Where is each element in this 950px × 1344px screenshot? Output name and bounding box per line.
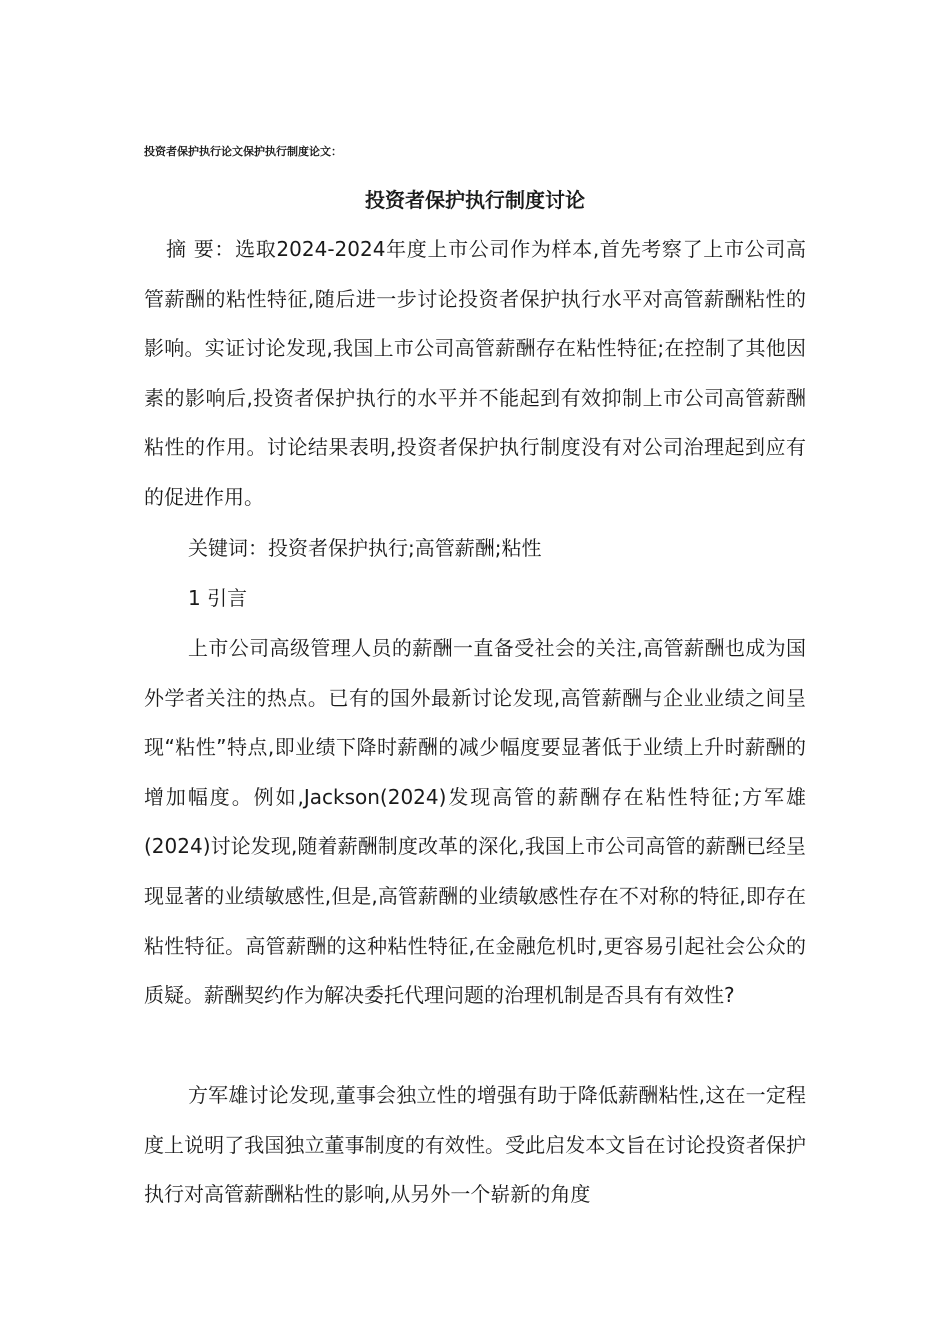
section-heading: 1 引言: [188, 586, 248, 610]
keywords-line: 关键词：投资者保护执行;高管薪酬;粘性: [188, 536, 542, 560]
abstract-paragraph: 摘 要：选取2024-2024年度上市公司作为样本,首先考察了上市公司高管薪酬的粘性特征,随后进一步讨论投资者保护执行水平对高管薪酬粘性的影响。实证讨论发现,我国上市公司高管薪酬存在粘性特征;在控制了其他因素的影响后,投资者保护执行的水平并不能起到有效抑制上市公司高管薪酬粘性的作用。讨论结果表明,投资者保护执行制度没有对公司治理起到应有的促进作用。: [144, 237, 806, 509]
document-title: 投资者保护执行制度讨论: [365, 188, 585, 212]
header-note: 投资者保护执行论文保护执行制度论文：: [144, 145, 342, 158]
intro-paragraph-1: 上市公司高级管理人员的薪酬一直备受社会的关注,高管薪酬也成为国外学者关注的热点。已有的国外最新讨论发现,高管薪酬与企业业绩之间呈现“粘性”特点,即业绩下降时薪酬的减少幅度要显著低于业绩上升时薪酬的增加幅度。例如,Jackson(2024)发现高管的薪酬存在粘性特征;方军雄(2024)讨论发现,随着薪酬制度改革的深化,我国上市公司高管的薪酬已经呈现显著的业绩敏感性,但是,高管薪酬的业绩敏感性存在不对称的特征,即存在粘性特征。高管薪酬的这种粘性特征,在金融危机时,更容易引起社会公众的质疑。薪酬契约作为解决委托代理问题的治理机制是否具有有效性?: [144, 636, 806, 1008]
intro-paragraph-2: 方军雄讨论发现,董事会独立性的增强有助于降低薪酬粘性,这在一定程度上说明了我国独立董事制度的有效性。受此启发本文旨在讨论投资者保护执行对高管薪酬粘性的影响,从另外一个崭新的角度: [144, 1083, 806, 1207]
